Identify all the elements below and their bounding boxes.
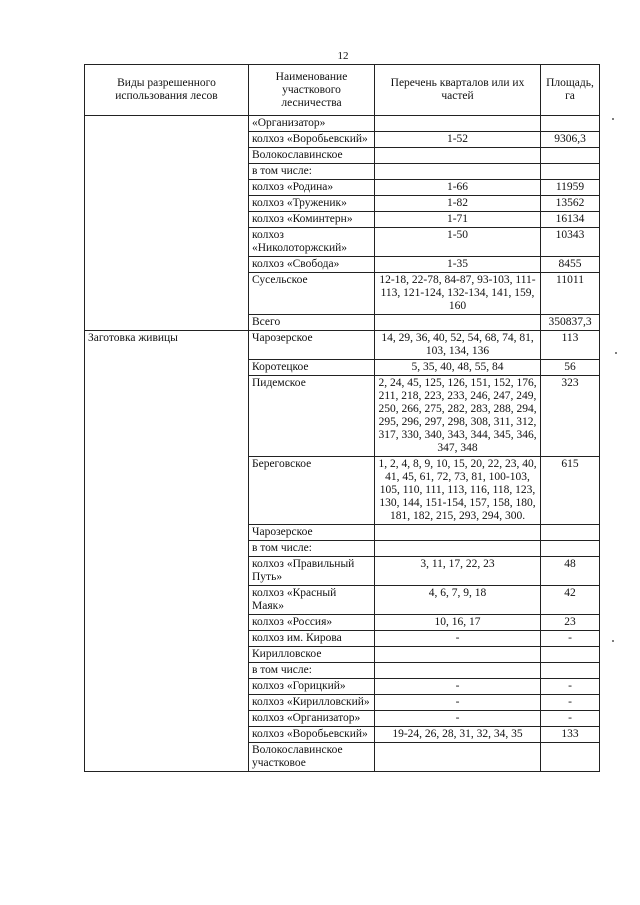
cell-quarters: 12-18, 22-78, 84-87, 93-103, 111-113, 121-124, 132-134, 141, 159, 160 bbox=[375, 273, 541, 315]
cell-area bbox=[541, 647, 600, 663]
cell-quarters: 1-35 bbox=[375, 257, 541, 273]
cell-use-type bbox=[85, 586, 249, 615]
cell-quarters: 1, 2, 4, 8, 9, 10, 15, 20, 22, 23, 40, 41, 45, 61, 72, 73, 81, 100-103, 105, 110, 111, 113, 116, 118, 123, 130, 144, 151-154, 157, 158, 180, 181, 182, 215, 293, 294, 300. bbox=[375, 457, 541, 525]
table-row bbox=[85, 164, 600, 180]
cell-area: - bbox=[541, 695, 600, 711]
cell-area: 13562 bbox=[541, 196, 600, 212]
cell-quarters bbox=[375, 743, 541, 772]
table-row bbox=[85, 180, 600, 196]
cell-use-type bbox=[85, 663, 249, 679]
cell-use-type bbox=[85, 679, 249, 695]
table-row bbox=[85, 711, 600, 727]
cell-area: - bbox=[541, 679, 600, 695]
table-row bbox=[85, 631, 600, 647]
cell-forestry-name: колхоз «Николоторжский» bbox=[249, 228, 375, 257]
scan-speck bbox=[612, 118, 614, 120]
cell-quarters: 5, 35, 40, 48, 55, 84 bbox=[375, 360, 541, 376]
table-row bbox=[85, 116, 600, 132]
header-forestry-name: Наименование участкового лесничества bbox=[249, 65, 375, 116]
cell-quarters: 3, 11, 17, 22, 23 bbox=[375, 557, 541, 586]
cell-area: 10343 bbox=[541, 228, 600, 257]
cell-forestry-name: колхоз «Горицкий» bbox=[249, 679, 375, 695]
table-row bbox=[85, 695, 600, 711]
cell-use-type bbox=[85, 116, 249, 132]
table-row bbox=[85, 727, 600, 743]
cell-use-type bbox=[85, 228, 249, 257]
cell-area: 42 bbox=[541, 586, 600, 615]
cell-use-type bbox=[85, 148, 249, 164]
page-number: 12 bbox=[337, 50, 349, 62]
cell-use-type bbox=[85, 695, 249, 711]
cell-quarters: 1-82 bbox=[375, 196, 541, 212]
header-use-type: Виды разрешенного использования лесов bbox=[85, 65, 249, 116]
cell-use-type bbox=[85, 711, 249, 727]
cell-forestry-name: Кирилловское bbox=[249, 647, 375, 663]
cell-quarters: - bbox=[375, 711, 541, 727]
table-row bbox=[85, 228, 600, 257]
cell-forestry-name: колхоз «Красный Маяк» bbox=[249, 586, 375, 615]
cell-forestry-name: колхоз «Правильный Путь» bbox=[249, 557, 375, 586]
cell-area: 323 bbox=[541, 376, 600, 457]
cell-use-type bbox=[85, 727, 249, 743]
cell-forestry-name: Сусельское bbox=[249, 273, 375, 315]
cell-area: 350837,3 bbox=[541, 315, 600, 331]
cell-quarters bbox=[375, 164, 541, 180]
header-area: Площадь, га bbox=[541, 65, 600, 116]
cell-area: 56 bbox=[541, 360, 600, 376]
cell-forestry-name: колхоз «Труженик» bbox=[249, 196, 375, 212]
cell-area: 133 bbox=[541, 727, 600, 743]
cell-forestry-name: колхоз «Организатор» bbox=[249, 711, 375, 727]
cell-area: 9306,3 bbox=[541, 132, 600, 148]
table-row bbox=[85, 132, 600, 148]
cell-use-type bbox=[85, 557, 249, 586]
cell-forestry-name: колхоз «Воробьевский» bbox=[249, 727, 375, 743]
cell-forestry-name: Чарозерское bbox=[249, 525, 375, 541]
cell-quarters: - bbox=[375, 679, 541, 695]
cell-use-type bbox=[85, 615, 249, 631]
table-row bbox=[85, 615, 600, 631]
cell-forestry-name: Чарозерское bbox=[249, 331, 375, 360]
table-body bbox=[85, 116, 600, 772]
table-row bbox=[85, 331, 600, 360]
cell-quarters bbox=[375, 525, 541, 541]
table-row bbox=[85, 273, 600, 315]
scan-speck bbox=[612, 640, 614, 642]
cell-use-type bbox=[85, 457, 249, 525]
cell-quarters: 1-71 bbox=[375, 212, 541, 228]
cell-area bbox=[541, 525, 600, 541]
cell-quarters bbox=[375, 647, 541, 663]
cell-quarters: - bbox=[375, 631, 541, 647]
cell-use-type bbox=[85, 273, 249, 315]
forest-use-table bbox=[84, 64, 600, 772]
table-row bbox=[85, 663, 600, 679]
cell-quarters: 1-50 bbox=[375, 228, 541, 257]
cell-forestry-name: в том числе: bbox=[249, 164, 375, 180]
cell-forestry-name: колхоз «Коминтерн» bbox=[249, 212, 375, 228]
cell-area: 48 bbox=[541, 557, 600, 586]
table-row bbox=[85, 196, 600, 212]
cell-area: 16134 bbox=[541, 212, 600, 228]
cell-forestry-name: в том числе: bbox=[249, 663, 375, 679]
cell-area bbox=[541, 164, 600, 180]
table-row bbox=[85, 376, 600, 457]
cell-quarters bbox=[375, 148, 541, 164]
cell-forestry-name: Береговское bbox=[249, 457, 375, 525]
cell-quarters bbox=[375, 116, 541, 132]
cell-forestry-name: колхоз «Свобода» bbox=[249, 257, 375, 273]
cell-area: - bbox=[541, 631, 600, 647]
cell-use-type bbox=[85, 360, 249, 376]
cell-use-type bbox=[85, 647, 249, 663]
cell-forestry-name: Пидемское bbox=[249, 376, 375, 457]
cell-use-type bbox=[85, 257, 249, 273]
cell-forestry-name: колхоз «Родина» bbox=[249, 180, 375, 196]
cell-use-type bbox=[85, 315, 249, 331]
table-row bbox=[85, 647, 600, 663]
cell-forestry-name: колхоз «Воробьевский» bbox=[249, 132, 375, 148]
cell-area: - bbox=[541, 711, 600, 727]
cell-quarters: - bbox=[375, 695, 541, 711]
cell-quarters bbox=[375, 315, 541, 331]
table-header-row bbox=[85, 65, 600, 116]
table-row bbox=[85, 148, 600, 164]
cell-forestry-name: Волокославинское bbox=[249, 148, 375, 164]
cell-use-type bbox=[85, 631, 249, 647]
cell-area: 8455 bbox=[541, 257, 600, 273]
cell-forestry-name: колхоз «Россия» bbox=[249, 615, 375, 631]
cell-forestry-name: Волокославинское участковое bbox=[249, 743, 375, 772]
cell-use-type bbox=[85, 376, 249, 457]
table-row bbox=[85, 541, 600, 557]
cell-use-type bbox=[85, 164, 249, 180]
cell-quarters bbox=[375, 663, 541, 679]
cell-quarters: 10, 16, 17 bbox=[375, 615, 541, 631]
cell-forestry-name: в том числе: bbox=[249, 541, 375, 557]
cell-forestry-name: колхоз им. Кирова bbox=[249, 631, 375, 647]
table-row bbox=[85, 212, 600, 228]
cell-area bbox=[541, 148, 600, 164]
table-row bbox=[85, 586, 600, 615]
table-row bbox=[85, 360, 600, 376]
header-quarters: Перечень кварталов или их частей bbox=[375, 65, 541, 116]
cell-forestry-name: колхоз «Кирилловский» bbox=[249, 695, 375, 711]
table-row bbox=[85, 743, 600, 772]
cell-area: 11011 bbox=[541, 273, 600, 315]
cell-use-type bbox=[85, 196, 249, 212]
cell-area: 11959 bbox=[541, 180, 600, 196]
table-row bbox=[85, 315, 600, 331]
cell-quarters: 19-24, 26, 28, 31, 32, 34, 35 bbox=[375, 727, 541, 743]
table-row bbox=[85, 557, 600, 586]
table-row bbox=[85, 257, 600, 273]
cell-area bbox=[541, 541, 600, 557]
cell-forestry-name: Коротецкое bbox=[249, 360, 375, 376]
cell-use-type bbox=[85, 525, 249, 541]
cell-quarters: 1-52 bbox=[375, 132, 541, 148]
cell-quarters bbox=[375, 541, 541, 557]
cell-use-type bbox=[85, 132, 249, 148]
cell-area bbox=[541, 663, 600, 679]
cell-use-type bbox=[85, 212, 249, 228]
cell-area bbox=[541, 743, 600, 772]
cell-use-type bbox=[85, 743, 249, 772]
cell-forestry-name: Всего bbox=[249, 315, 375, 331]
table-row bbox=[85, 525, 600, 541]
table-row bbox=[85, 457, 600, 525]
table-row bbox=[85, 679, 600, 695]
cell-forestry-name: «Организатор» bbox=[249, 116, 375, 132]
cell-quarters: 2, 24, 45, 125, 126, 151, 152, 176, 211, 218, 223, 233, 246, 247, 249, 250, 266, 275, 282, 283, 288, 294, 295, 296, 297, 298, 308, 311, 312, 317, 330, 340, 343, 344, 345, 346, 347, 348 bbox=[375, 376, 541, 457]
cell-quarters: 14, 29, 36, 40, 52, 54, 68, 74, 81, 103, 134, 136 bbox=[375, 331, 541, 360]
scan-speck bbox=[615, 352, 617, 354]
cell-quarters: 4, 6, 7, 9, 18 bbox=[375, 586, 541, 615]
cell-use-type bbox=[85, 541, 249, 557]
cell-area: 23 bbox=[541, 615, 600, 631]
cell-area: 113 bbox=[541, 331, 600, 360]
cell-area: 615 bbox=[541, 457, 600, 525]
cell-quarters: 1-66 bbox=[375, 180, 541, 196]
cell-area bbox=[541, 116, 600, 132]
cell-use-type bbox=[85, 180, 249, 196]
cell-use-type: Заготовка живицы bbox=[85, 331, 249, 360]
